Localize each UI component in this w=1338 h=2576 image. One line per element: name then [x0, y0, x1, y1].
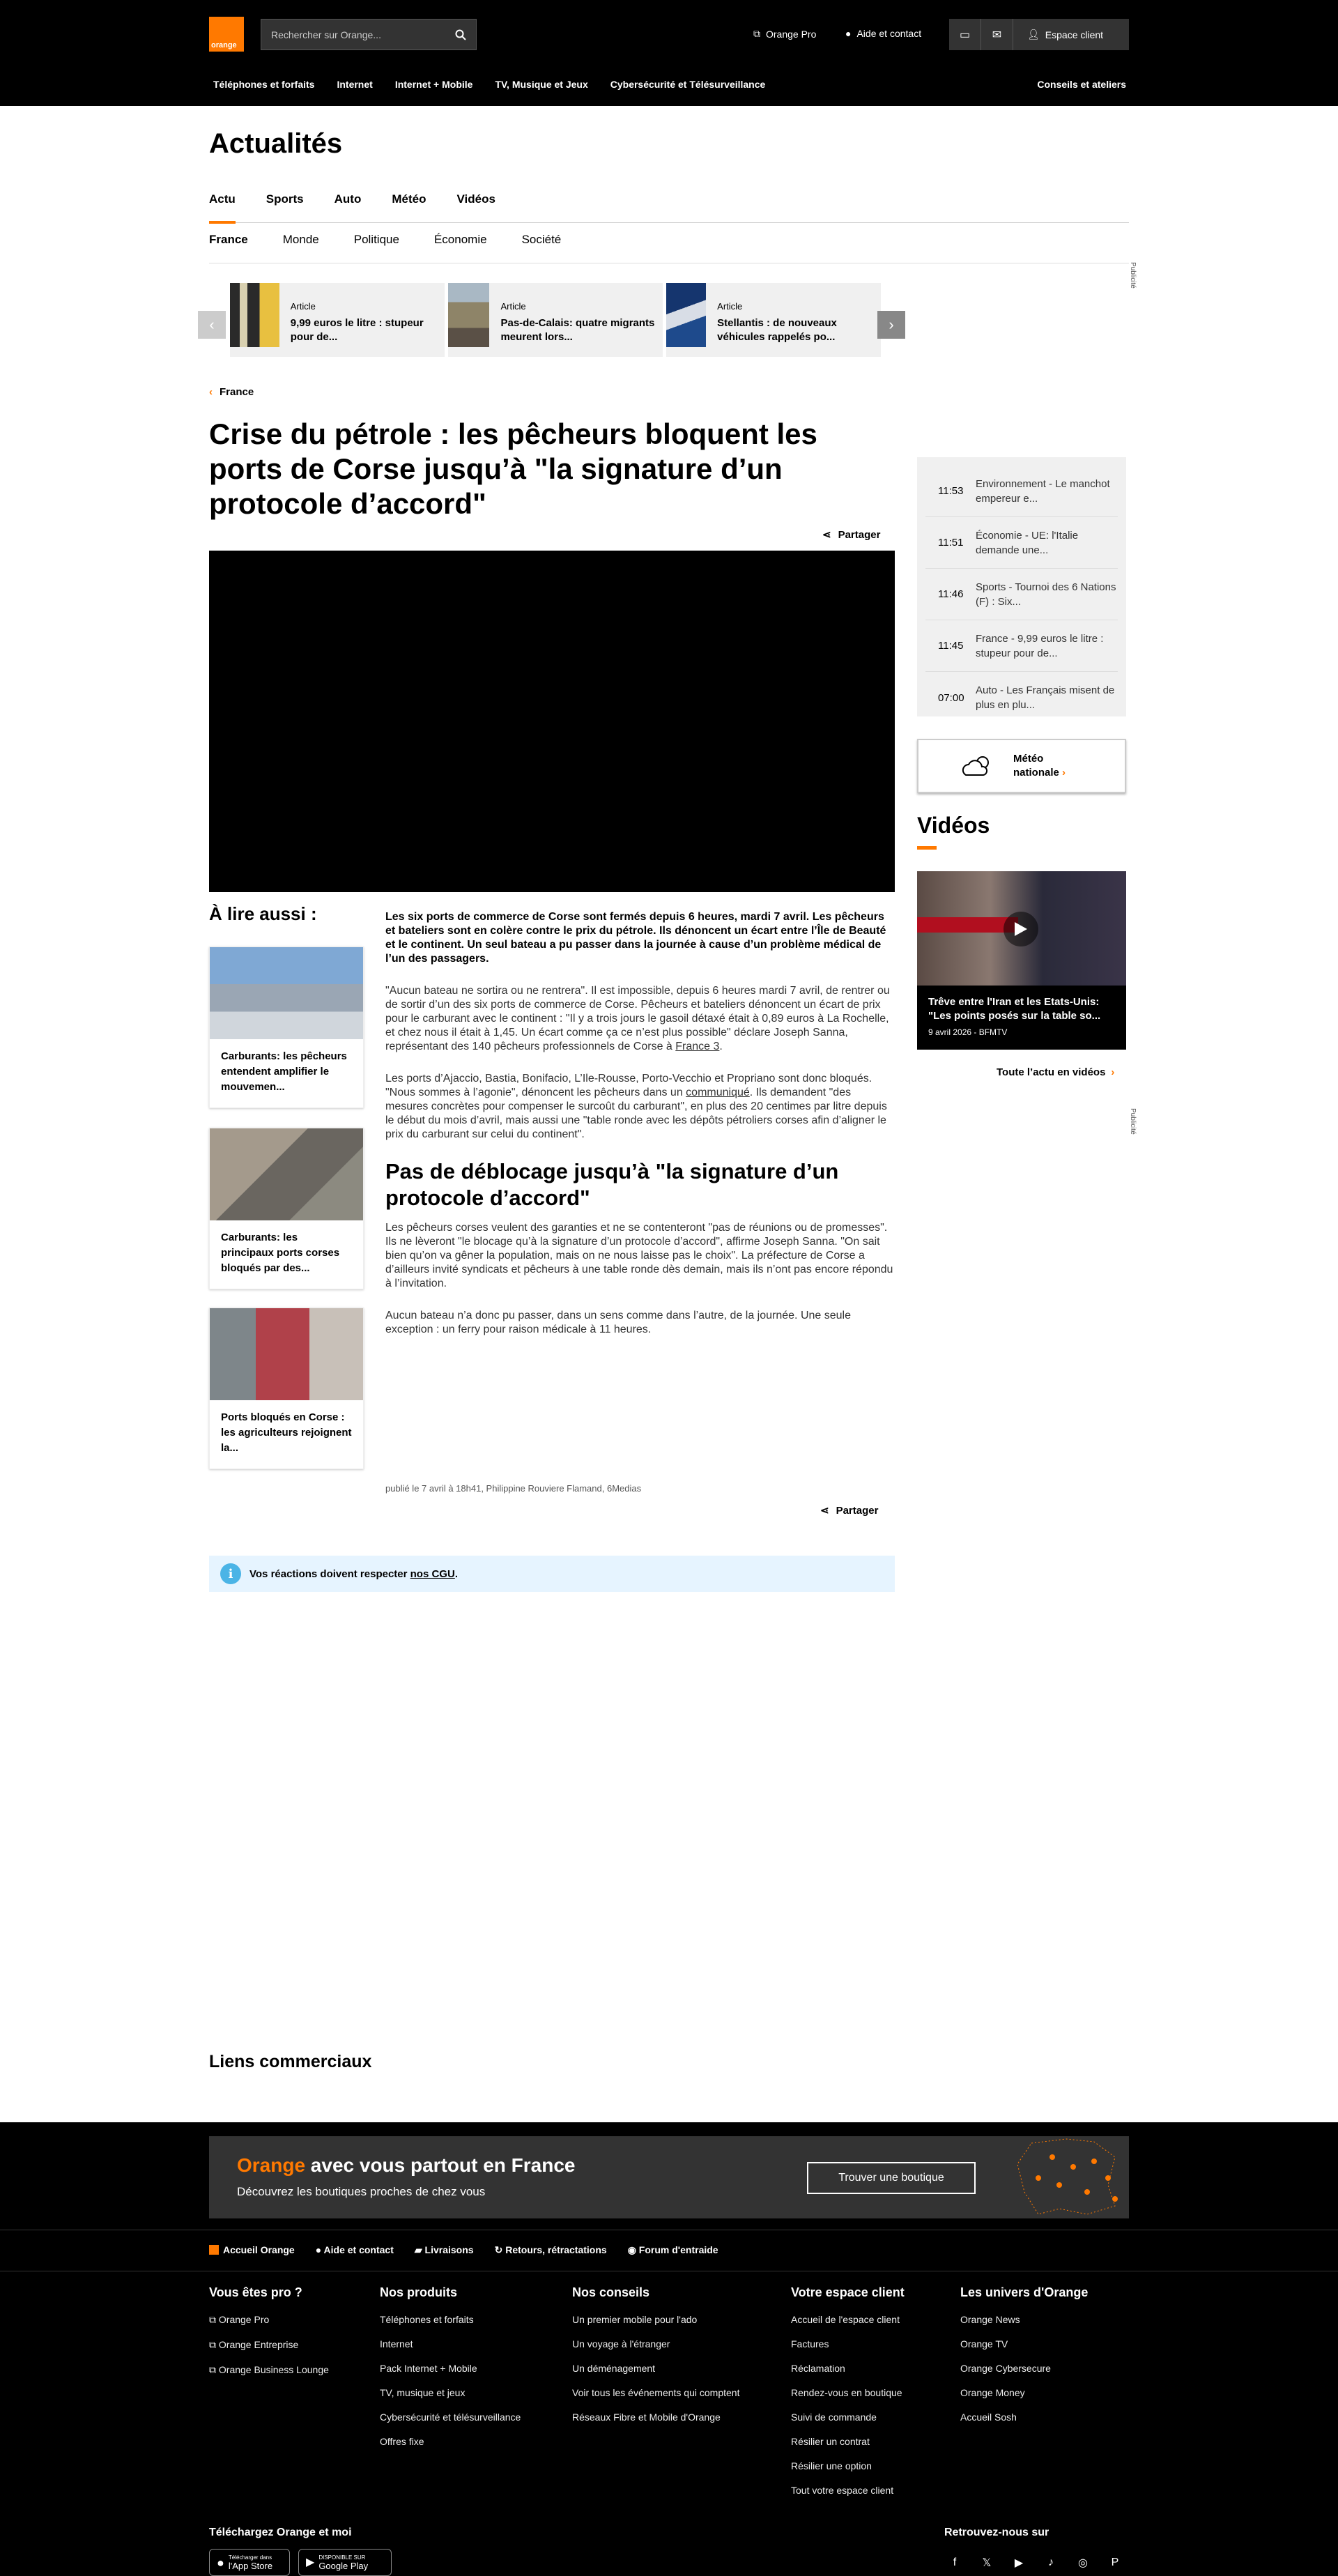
carousel-prev-button[interactable] — [198, 311, 226, 339]
sponsored-links-heading: Liens commerciaux — [209, 2052, 372, 2071]
footer-link[interactable]: Cybersécurité et télésurveillance — [380, 2412, 521, 2423]
tiktok-icon[interactable]: ♪ — [1048, 2556, 1054, 2568]
orange-pro-link[interactable]: ⧉ Orange Pro — [753, 28, 817, 40]
card-title: Stellantis : de nouveaux véhicules rappelés po... — [717, 317, 837, 343]
card-image — [448, 283, 489, 347]
info-icon: i — [220, 1563, 241, 1584]
search-icon[interactable] — [455, 29, 466, 40]
section-tabs — [209, 192, 1129, 223]
ticker-item[interactable]: 11:46 Sports - Tournoi des 6 Nations (F) : Six... — [925, 569, 1118, 620]
footer-col-title: Nos conseils — [572, 2285, 650, 2299]
nav-conseils[interactable]: Conseils et ateliers — [1037, 79, 1126, 90]
article-byline: publié le 7 avril à 18h41, Philippine Rouviere Flamand, 6Medias — [385, 1483, 642, 1494]
chevron-right-icon: › — [889, 316, 894, 333]
orange-logo[interactable]: orange — [209, 17, 244, 52]
footer-link[interactable]: Offres fixe — [380, 2436, 424, 2447]
related-card[interactable] — [209, 1308, 364, 1469]
related-image — [210, 947, 363, 1039]
facebook-icon[interactable]: f — [953, 2556, 957, 2568]
article-subheading: Pas de déblocage jusqu’à "la signature d’un protocole d’accord" — [385, 1159, 839, 1210]
google-play-button[interactable]: ▶ DISPONIBLE SUR Google Play — [298, 2549, 392, 2576]
nav-phones[interactable]: Téléphones et forfaits — [213, 79, 315, 90]
forum-icon: ◉ — [627, 2244, 639, 2255]
store-promo — [209, 2136, 1129, 2218]
quick-link-forum[interactable]: ◉ Forum d'entraide — [627, 2244, 718, 2255]
related-heading: À lire aussi : — [209, 903, 317, 924]
subtab-monde[interactable]: Monde — [282, 233, 319, 246]
help-icon: ● — [315, 2244, 324, 2255]
mail-icon[interactable]: ✉ — [981, 19, 1013, 50]
social-links — [948, 2556, 1122, 2570]
footer-link[interactable]: Orange Money — [960, 2387, 1025, 2398]
card-type: Article — [500, 301, 526, 312]
page-title: Actualités — [209, 128, 343, 159]
footer-link[interactable]: Factures — [791, 2338, 829, 2349]
subtab-politique[interactable]: Politique — [353, 233, 399, 246]
promo-subtitle: Découvrez les boutiques proches de chez vous — [237, 2185, 486, 2198]
all-videos-link[interactable]: Toute l’actu en vidéos › — [997, 1066, 1115, 1078]
client-area-box — [949, 19, 1129, 50]
tab-auto[interactable]: Auto — [334, 192, 362, 206]
weather-cloud-sun-icon — [960, 754, 995, 778]
tab-meteo[interactable]: Météo — [392, 192, 426, 206]
videos-heading: Vidéos — [917, 813, 990, 838]
ticker-item[interactable]: 11:51 Économie - UE: l'Italie demande une... — [925, 517, 1118, 569]
youtube-icon[interactable]: ▶ — [1014, 2557, 1024, 2569]
footer-col-client — [791, 2285, 905, 2509]
tab-sports[interactable]: Sports — [266, 192, 304, 206]
cgu-notice: i Vos réactions doivent respecter nos CGU. — [209, 1556, 895, 1592]
card-title: Pas-de-Calais: quatre migrants meurent lors... — [500, 317, 655, 343]
card-image — [666, 283, 706, 347]
client-area-link[interactable]: 👤︎ Espace client — [1027, 29, 1104, 40]
article-paragraph: Aucun bateau n’a donc pu passer, dans un sens comme dans l’autre, de la journée. Une seule exception : un ferry pour raison médicale à 11 heures. — [385, 1310, 851, 1335]
search-placeholder: Rechercher sur Orange... — [271, 29, 381, 40]
related-title: Ports bloqués en Corse : les agriculteurs rejoignent la... — [221, 1411, 352, 1454]
cgu-link[interactable]: nos CGU — [410, 1567, 455, 1580]
pinterest-icon[interactable]: P — [1111, 2556, 1119, 2568]
related-card[interactable] — [209, 1128, 364, 1289]
ticker-item[interactable]: 11:45 France - 9,99 euros le litre : stupeur pour de... — [925, 620, 1118, 672]
search-input[interactable] — [261, 19, 477, 50]
id-card-icon[interactable]: ▭ — [949, 19, 981, 50]
footer-col-title: Votre espace client — [791, 2285, 905, 2299]
article-paragraph: Les ports d’Ajaccio, Bastia, Bonifacio, L’Ile-Rousse, Porto-Vecchio et Propriano sont donc bloqués. "Nous sommes à l’agonie", dénoncent les pêcheurs dans un communiqué. Ils demandent "des mesures concrètes pour compenser le surcoût du carburant", en plus des 20 centimes par litre depuis le début du mois d’avril, mais aussi une "table ronde avec les dépôts pétroliers corses afin d’aligner le prix du carburant sur celui du continent". — [385, 1073, 887, 1140]
share-icon: ⋖ — [820, 1505, 829, 1517]
main-nav — [209, 79, 1129, 90]
related-image — [210, 1308, 363, 1400]
footer-link[interactable]: ⧉ Orange Business Lounge — [209, 2364, 329, 2375]
share-icon: ⋖ — [822, 529, 831, 541]
user-icon: 👤︎ — [1027, 29, 1040, 40]
footer-link[interactable]: TV, musique et jeux — [380, 2387, 466, 2398]
footer-link[interactable]: Accueil de l'espace client — [791, 2314, 900, 2325]
ticker-item[interactable]: 11:53 Environnement - Le manchot empereur e... — [925, 466, 1118, 517]
footer-quick-links — [209, 2244, 718, 2256]
footer-link[interactable]: Pack Internet + Mobile — [380, 2363, 477, 2374]
chevron-left-icon: ‹ — [209, 386, 213, 398]
sub-tabs — [209, 233, 1129, 263]
footer-col-title: Les univers d'Orange — [960, 2285, 1089, 2299]
footer-link[interactable]: Résilier un contrat — [791, 2436, 870, 2447]
chevron-left-icon: ‹ — [209, 316, 215, 333]
social-heading: Retrouvez-nous sur — [944, 2527, 1049, 2538]
footer-link[interactable]: Voir tous les événements qui comptent — [572, 2387, 740, 2398]
carousel-card[interactable] — [448, 283, 663, 357]
tab-videos[interactable]: Vidéos — [456, 192, 495, 206]
video-player[interactable] — [209, 551, 895, 892]
footer-link[interactable]: Tout votre espace client — [791, 2485, 894, 2496]
footer-link[interactable]: Un voyage à l'étranger — [572, 2338, 670, 2349]
article-body — [385, 910, 894, 1355]
subtab-economie[interactable]: Économie — [433, 233, 487, 246]
play-icon[interactable] — [1004, 912, 1038, 946]
external-link-icon: ⧉ — [753, 28, 760, 39]
france-map-icon — [1010, 2136, 1129, 2218]
instagram-icon[interactable]: ◎ — [1078, 2557, 1088, 2569]
footer-col-products — [380, 2285, 521, 2460]
quick-link-delivery[interactable]: ▰ Livraisons — [414, 2244, 474, 2255]
article-lead: Les six ports de commerce de Corse sont fermés depuis 6 heures, mardi 7 avril. Les pêcheurs et bateliers sont en colère contre le prix du pétrole. Ils dénoncent un écart entre l’Île de Beauté et le continent. Un seul bateau a pu passer dans la journée à cause d’un problème médical de l’un des passagers. — [385, 911, 886, 965]
ad-label: Publicité — [1129, 262, 1137, 289]
footer-link[interactable]: Téléphones et forfaits — [380, 2314, 474, 2325]
return-icon: ↻ — [494, 2244, 506, 2255]
google-play-icon: ▶ — [306, 2556, 315, 2568]
footer-link[interactable]: Réclamation — [791, 2363, 845, 2374]
related-card[interactable] — [209, 946, 364, 1108]
app-store-button[interactable]: ● Télécharger dans l'App Store — [209, 2549, 290, 2576]
share-button[interactable]: ⋖ Partager — [822, 528, 881, 541]
x-twitter-icon[interactable]: 𝕏 — [982, 2557, 992, 2569]
weather-label: Météo — [1013, 753, 1044, 765]
related-title: Carburants: les pêcheurs entendent amplifier le mouvemen... — [221, 1050, 347, 1093]
card-title: 9,99 euros le litre : stupeur pour de... — [290, 317, 424, 343]
weather-widget[interactable] — [917, 739, 1126, 793]
card-type: Article — [290, 301, 316, 312]
find-store-button[interactable]: Trouver une boutique — [807, 2162, 976, 2194]
site-footer — [0, 2122, 1338, 2576]
site-header — [0, 0, 1338, 106]
nav-cyber[interactable]: Cybersécurité et Télésurveillance — [610, 79, 766, 90]
footer-link[interactable]: Suivi de commande — [791, 2412, 877, 2423]
share-button[interactable]: ⋖ Partager — [820, 1504, 879, 1517]
nav-internet-mobile[interactable]: Internet + Mobile — [394, 79, 473, 90]
chevron-right-icon: › — [1111, 1066, 1115, 1078]
video-meta: 9 avril 2026 - BFMTV — [928, 1027, 1008, 1037]
subtab-france[interactable]: France — [209, 233, 248, 246]
apps-heading: Téléchargez Orange et moi — [209, 2527, 352, 2538]
apple-icon: ● — [217, 2555, 224, 2570]
promo-title: Orange avec vous partout en France — [237, 2154, 576, 2176]
related-image — [210, 1128, 363, 1220]
weather-label: nationale — [1013, 767, 1059, 779]
quick-link-returns[interactable]: ↻ Retours, rétractations — [494, 2244, 607, 2255]
breadcrumb[interactable]: ‹ France — [209, 386, 254, 398]
footer-link[interactable]: Orange News — [960, 2314, 1020, 2325]
footer-link[interactable]: ⧉ Orange Pro — [209, 2314, 270, 2325]
subtab-societe[interactable]: Société — [521, 233, 562, 246]
article-paragraph: Les pêcheurs corses veulent des garanties et ne se contenteront "pas de réunions ou de promesses". Ils ne lèveront "le blocage qu’à la signature d’un protocole d’accord", affirme Joseph Sanna. "On sait bien qu’on va gêner la population, mais on ne nous laisse pas le choix". La préfecture de Corse a d’ailleurs invité syndicats et pêcheurs à une table ronde dès demain, mais ils n’ont pas encore répondu à l’invitation. — [385, 1222, 893, 1289]
news-ticker — [917, 457, 1126, 716]
video-card[interactable] — [917, 871, 1126, 1050]
footer-link[interactable]: Orange TV — [960, 2338, 1008, 2349]
footer-link[interactable]: Un déménagement — [572, 2363, 656, 2374]
article-paragraph: "Aucun bateau ne sortira ou ne rentrera". Il est impossible, depuis 6 heures mardi 7 avril, de rentrer ou de sortir d’un des six ports de commerce de Corse. Pêcheurs et bateliers dénoncent un écart de prix pour le carburant avec le continent : "Il y a trois jours le gasoil détaxé était à 0,89 euros à La Rochelle, et chez nous il était à 1,45. Un écart comme ça ce n’est plus possible" déclare Joseph Sanna, représentant des 140 pêcheurs professionnels de Corse à France 3. — [385, 985, 890, 1052]
nav-internet[interactable]: Internet — [337, 79, 373, 90]
footer-link[interactable]: Rendez-vous en boutique — [791, 2387, 902, 2398]
card-image — [230, 283, 279, 347]
truck-icon: ▰ — [414, 2244, 425, 2255]
footer-link[interactable]: Accueil Sosh — [960, 2412, 1017, 2423]
carousel-next-button[interactable] — [877, 311, 905, 339]
footer-link[interactable]: Internet — [380, 2338, 413, 2349]
help-icon: ● — [845, 28, 852, 39]
chevron-right-icon: › — [1062, 767, 1066, 779]
carousel-card[interactable] — [666, 283, 881, 357]
footer-link[interactable]: Résilier une option — [791, 2460, 872, 2471]
nav-tv[interactable]: TV, Musique et Jeux — [495, 79, 588, 90]
footer-link[interactable]: ⧉ Orange Entreprise — [209, 2339, 299, 2350]
footer-link[interactable]: Réseaux Fibre et Mobile d'Orange — [572, 2412, 721, 2423]
related-title: Carburants: les principaux ports corses bloqués par des... — [221, 1232, 340, 1274]
tab-actu[interactable]: Actu — [209, 192, 236, 223]
article-title: Crise du pétrole : les pêcheurs bloquent les ports de Corse jusqu’à "la signature d’un protocole d’accord" — [209, 417, 817, 520]
france3-link[interactable]: France 3 — [675, 1041, 720, 1052]
footer-col-title: Nos produits — [380, 2285, 457, 2299]
footer-col-advice — [572, 2285, 739, 2436]
ad-label: Publicité — [1129, 1108, 1137, 1135]
footer-col-pro — [209, 2285, 329, 2389]
heading-accent — [917, 846, 937, 850]
orange-square-icon — [209, 2245, 219, 2255]
footer-col-title: Vous êtes pro ? — [209, 2285, 302, 2299]
help-link[interactable]: ● Aide et contact — [845, 28, 922, 39]
quick-link-home[interactable]: Accueil Orange — [209, 2244, 295, 2256]
footer-link[interactable]: Orange Cybersecure — [960, 2363, 1051, 2374]
video-thumbnail — [917, 871, 1126, 986]
quick-link-help[interactable]: ● Aide et contact — [315, 2244, 394, 2255]
card-type: Article — [717, 301, 743, 312]
footer-col-universes — [960, 2285, 1088, 2436]
footer-link[interactable]: Un premier mobile pour l'ado — [572, 2314, 698, 2325]
carousel-card[interactable] — [230, 283, 445, 357]
video-title: Trêve entre l'Iran et les Etats-Unis: "Les points posés sur la table so... — [928, 996, 1101, 1022]
communique-link[interactable]: communiqué — [686, 1087, 750, 1098]
ticker-item[interactable]: 07:00 Auto - Les Français misent de plus en plu... — [938, 684, 1115, 711]
